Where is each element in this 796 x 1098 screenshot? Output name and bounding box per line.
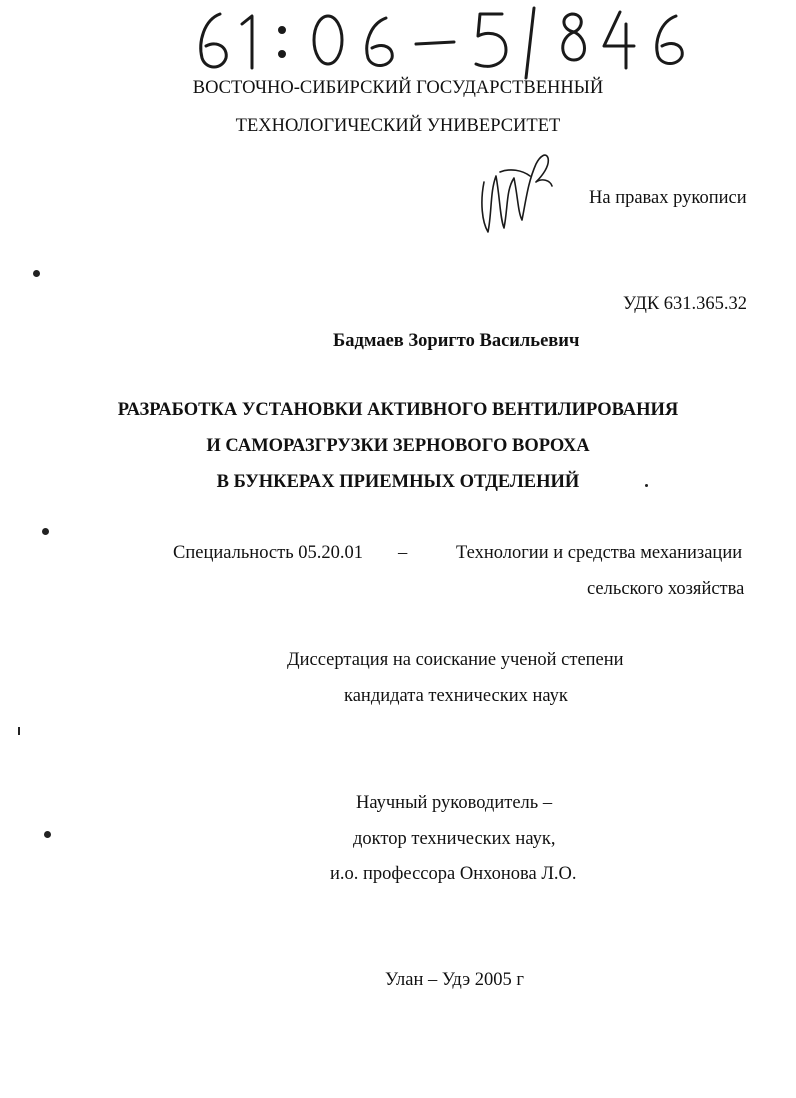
scan-speck [645,484,648,487]
scan-speck [18,727,20,735]
scan-speck [33,270,40,277]
manuscript-rights: На правах рукописи [589,188,747,208]
scan-speck [42,528,49,535]
dissertation-line-1: Диссертация на соискание ученой степени [287,650,624,670]
specialty-label: Специальность 05.20.01 [173,543,364,563]
author-name: Бадмаев Зоригто Васильевич [333,331,580,351]
title-line-1: РАЗРАБОТКА УСТАНОВКИ АКТИВНОГО ВЕНТИЛИРОВАНИЯ [117,400,679,420]
supervisor-line-3: и.о. профессора Онхонова Л.О. [330,864,577,884]
university-line-2: ТЕХНОЛОГИЧЕСКИЙ УНИВЕРСИТЕТ [235,116,561,136]
place-year: Улан – Удэ 2005 г [385,970,525,990]
specialty-name-line-2: сельского хозяйства [587,579,745,599]
title-line-3: В БУНКЕРАХ ПРИЕМНЫХ ОТДЕЛЕНИЙ [216,472,580,492]
scan-speck [44,831,51,838]
university-line-1: ВОСТОЧНО-СИБИРСКИЙ ГОСУДАРСТВЕННЫЙ [192,78,604,98]
udk-code: УДК 631.365.32 [623,294,748,314]
handwritten-archive-number [190,2,710,82]
dissertation-line-2: кандидата технических наук [344,686,568,706]
signature [470,142,560,242]
specialty-name-line-1: Технологии и средства механизации [456,543,743,563]
specialty-dash: – [398,543,408,563]
title-line-2: И САМОРАЗГРУЗКИ ЗЕРНОВОГО ВОРОХА [206,436,590,456]
supervisor-line-2: доктор технических наук, [353,829,556,849]
supervisor-line-1: Научный руководитель – [356,793,553,813]
